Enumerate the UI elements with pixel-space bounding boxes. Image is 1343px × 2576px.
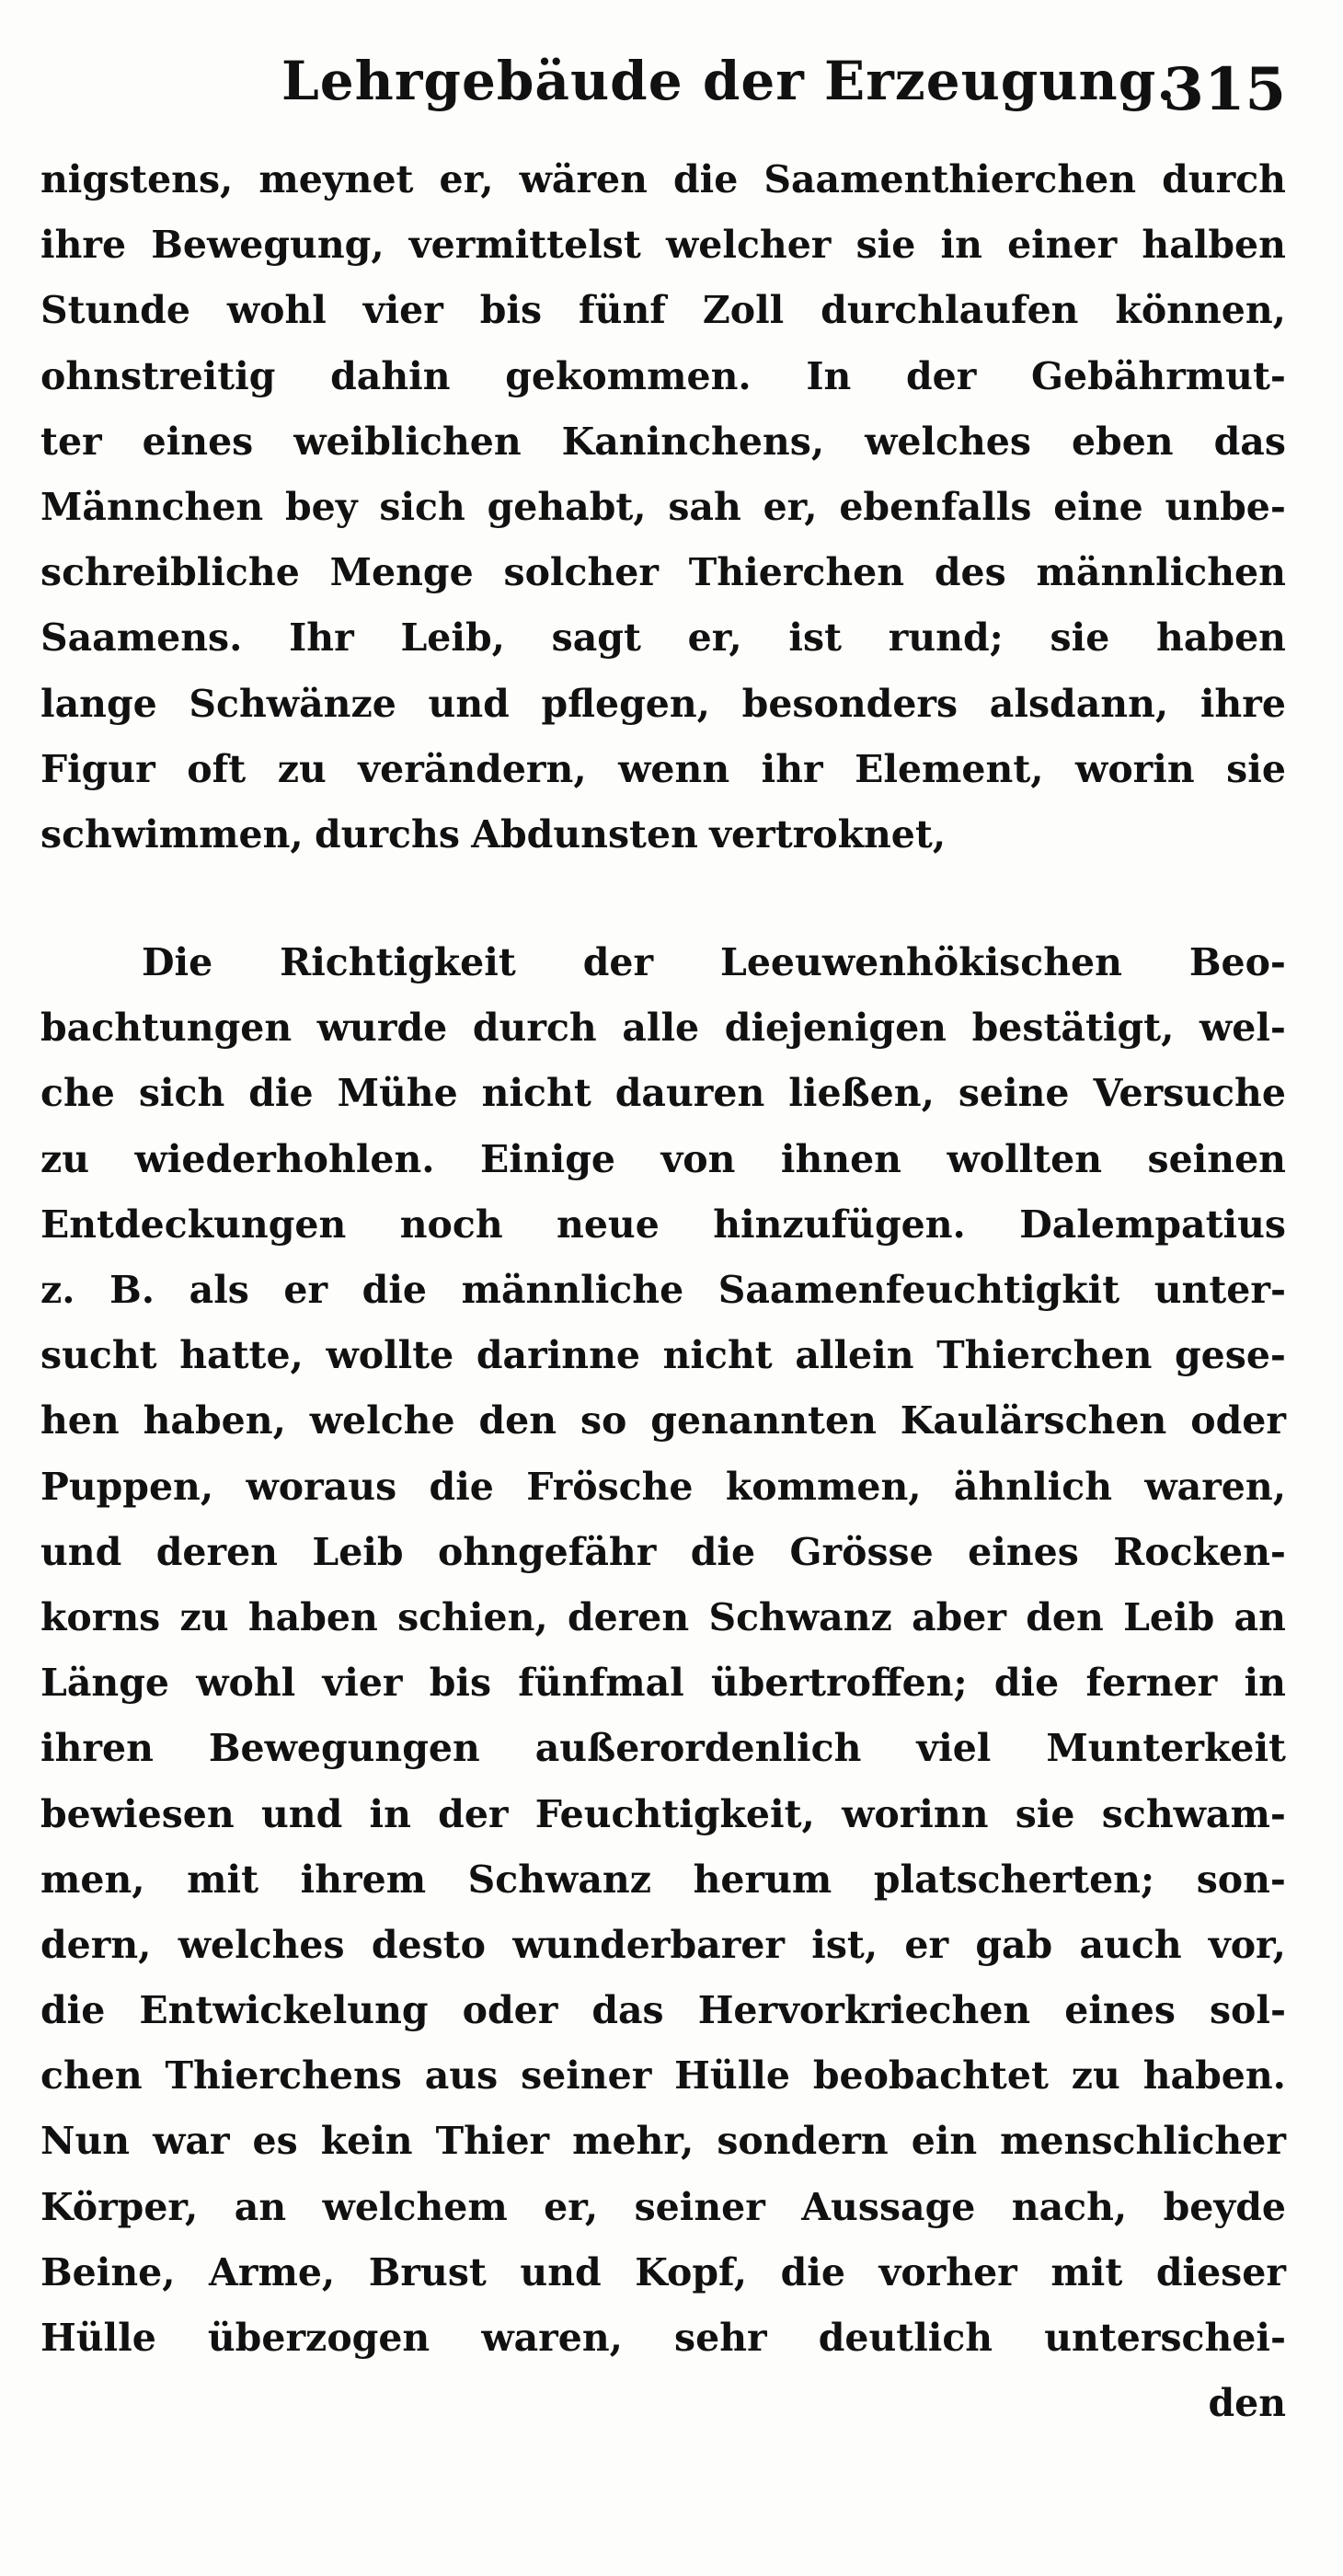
word: z.: [40, 1268, 75, 1312]
word: che: [40, 1071, 115, 1116]
word: an: [234, 2184, 287, 2229]
word: ebenfalls: [839, 484, 1032, 529]
word: oder: [1190, 1398, 1286, 1443]
word: meynet: [258, 157, 414, 201]
word: Stunde: [40, 288, 190, 333]
word: überzogen: [207, 2316, 430, 2360]
word: unbe-: [1165, 484, 1286, 529]
text-line: [40, 1585, 1286, 1650]
word: Mühe: [337, 1071, 458, 1116]
word: welches: [865, 419, 1031, 464]
word: platscherten;: [873, 1857, 1155, 1902]
word: wiederhohlen.: [134, 1136, 435, 1181]
word: auch: [1079, 1922, 1182, 1967]
word: mehr,: [572, 2119, 694, 2164]
word: korns: [40, 1594, 161, 1639]
word: Die: [142, 940, 213, 985]
word: hinzufügen.: [713, 1202, 966, 1247]
word: wollte: [326, 1333, 454, 1378]
word: der: [582, 940, 654, 985]
word: alsdann,: [989, 681, 1169, 726]
word: Ihr: [289, 615, 354, 661]
word: vier: [362, 288, 443, 333]
text-line: [40, 802, 1286, 868]
text-line: [40, 1913, 1286, 1978]
word: sie: [1050, 615, 1110, 661]
word: Element,: [855, 746, 1044, 791]
word: ihre: [1200, 681, 1286, 726]
word: Hülle: [40, 2316, 156, 2360]
word: und: [520, 2249, 602, 2294]
text-line: [40, 605, 1286, 671]
word: den: [478, 1398, 557, 1443]
word: ter: [40, 419, 102, 464]
word: oder: [462, 1988, 558, 2033]
catchword-line: [40, 2371, 1286, 2436]
word: gese-: [1175, 1333, 1286, 1378]
word: seiner: [521, 2053, 652, 2099]
word: nicht: [481, 1071, 591, 1116]
word: wel-: [1199, 1006, 1286, 1051]
word: Leib,: [400, 615, 505, 661]
word: die: [672, 157, 739, 201]
text-line: [40, 930, 1286, 995]
word: eines: [968, 1529, 1079, 1574]
word: an: [1234, 1594, 1286, 1639]
word: wohl: [196, 1661, 296, 1706]
word: Abdunsten: [471, 811, 698, 857]
word: Saamenthierchen: [763, 157, 1137, 201]
word: Versuche: [1093, 1071, 1286, 1116]
word: haben: [247, 1594, 378, 1639]
word: seiner: [634, 2184, 765, 2229]
word: menschlicher: [1000, 2119, 1286, 2164]
word: dern,: [40, 1922, 152, 1967]
word: einer: [1007, 223, 1118, 268]
word: der: [438, 1791, 509, 1836]
word: und: [428, 681, 510, 726]
word: sol-: [1209, 1988, 1286, 2033]
word: sah: [668, 484, 741, 529]
text-line: [40, 147, 1286, 213]
word: bachtungen: [40, 1006, 293, 1051]
text-line: [40, 1127, 1286, 1192]
word: Schwanz: [708, 1594, 892, 1639]
word: gab: [975, 1922, 1053, 1967]
text-line: [40, 1847, 1286, 1913]
word: Hülle: [674, 2053, 790, 2099]
word: Einige: [480, 1136, 615, 1181]
word: Menge: [329, 550, 474, 595]
word: Nun: [40, 2119, 131, 2164]
word: welches: [178, 1922, 345, 1967]
word: Leeuwenhökischen: [720, 940, 1122, 985]
word: Feuchtigkeit,: [534, 1791, 815, 1836]
word: Figur: [40, 746, 155, 791]
word: Körper,: [40, 2184, 199, 2229]
word: chen: [40, 2053, 143, 2099]
word: weiblichen: [293, 419, 522, 464]
word: fünf: [579, 288, 666, 333]
word: der: [906, 353, 977, 398]
word: außerordenlich: [534, 1726, 862, 1771]
word: durch: [472, 1006, 597, 1051]
page-header: [40, 37, 1286, 147]
word: kommen,: [725, 1464, 922, 1509]
word: schreibliche: [40, 550, 300, 595]
word: desto: [371, 1922, 486, 1967]
running-title: Lehrgebäude der Erzeugung.: [281, 50, 1177, 112]
word: durchlaufen: [821, 288, 1079, 333]
word: vermittelst: [408, 223, 641, 268]
text-line: [40, 1323, 1286, 1388]
word: männliche: [461, 1268, 684, 1312]
page-number: 315: [1163, 55, 1286, 124]
word: Bewegung,: [151, 223, 385, 268]
word: bis: [429, 1661, 492, 1706]
word: solcher: [503, 550, 659, 595]
text-line: [40, 213, 1286, 278]
word: ohngefähr: [437, 1529, 657, 1574]
word: in: [1244, 1661, 1286, 1706]
word: Puppen,: [40, 1464, 214, 1509]
word: men,: [40, 1857, 145, 1902]
word: hatte,: [179, 1333, 304, 1378]
word: zu: [40, 1136, 90, 1181]
word: Kaulärschen: [900, 1398, 1167, 1443]
word: bestätigt,: [971, 1006, 1175, 1051]
word: aus: [424, 2053, 499, 2099]
text-line: [40, 995, 1286, 1061]
word: und: [260, 1791, 343, 1836]
word: sich: [138, 1071, 225, 1116]
word: Grösse: [789, 1529, 934, 1574]
word: welche: [309, 1398, 455, 1443]
word: Arme,: [209, 2249, 336, 2294]
word: wohl: [226, 288, 327, 333]
text-line: [40, 672, 1286, 737]
word: Leib: [1123, 1594, 1215, 1639]
text-line: [40, 1258, 1286, 1323]
word: dauren: [614, 1071, 765, 1116]
word: ferner: [1085, 1661, 1218, 1706]
word: schien,: [397, 1594, 548, 1639]
word: vor,: [1208, 1922, 1286, 1967]
word: aber: [912, 1594, 1006, 1639]
text-line: [40, 2043, 1286, 2109]
word: schwimmen,: [40, 811, 304, 857]
word: deutlich: [818, 2316, 993, 2360]
word: worinn: [842, 1791, 989, 1836]
text-line: [40, 1782, 1286, 1847]
word: sehr: [674, 2316, 767, 2360]
word: In: [806, 353, 852, 398]
text-line: [40, 1061, 1286, 1126]
word: haben.: [1142, 2053, 1286, 2099]
word: bewiesen: [40, 1791, 235, 1836]
word: dieser: [1155, 2249, 1286, 2294]
word: er,: [687, 615, 742, 661]
text-line: [40, 2109, 1286, 2174]
text-line: [40, 2175, 1286, 2240]
word: den: [1026, 1594, 1104, 1639]
word: die: [362, 1268, 428, 1312]
word: waren,: [481, 2316, 623, 2360]
word: Brust: [368, 2249, 487, 2294]
word: Entdeckungen: [40, 1202, 347, 1247]
word: ihr: [761, 746, 823, 791]
text-line: [40, 1716, 1286, 1781]
word: viel: [916, 1726, 992, 1771]
word: Bewegungen: [208, 1726, 480, 1771]
word: Beine,: [40, 2249, 176, 2294]
word: nach,: [1011, 2184, 1128, 2229]
word: wenn: [618, 746, 730, 791]
word: die: [429, 1464, 494, 1509]
word: eine: [1053, 484, 1143, 529]
text-line: [40, 1650, 1286, 1716]
word: vertroknet,: [709, 811, 947, 857]
word: Richtigkeit: [280, 940, 516, 985]
catchword: den: [1208, 2381, 1286, 2426]
word: sagt: [551, 615, 641, 661]
word: war: [153, 2119, 230, 2164]
word: halben: [1142, 223, 1286, 268]
word: er,: [544, 2184, 599, 2229]
word: rund;: [888, 615, 1004, 661]
text-line: [40, 475, 1286, 540]
word: welcher: [665, 223, 832, 268]
word: Hervorkriechen: [697, 1988, 1031, 2033]
word: zu: [1071, 2053, 1120, 2099]
word: darinne: [476, 1333, 641, 1378]
word: pflegen,: [541, 681, 710, 726]
word: Länge: [40, 1661, 169, 1706]
word: kein: [320, 2119, 413, 2164]
word: unterschei-: [1044, 2316, 1286, 2360]
word: haben: [1156, 615, 1286, 661]
word: Saamenfeuchtigkit: [717, 1268, 1120, 1312]
word: nicht: [662, 1333, 773, 1378]
word: die: [690, 1529, 756, 1574]
word: von: [660, 1136, 736, 1181]
word: wollten: [947, 1136, 1103, 1181]
word: sucht: [40, 1333, 157, 1378]
word: nigstens,: [40, 157, 234, 201]
word: Thierchen: [688, 550, 905, 595]
word: die: [248, 1071, 314, 1116]
word: vorher: [878, 2249, 1017, 2294]
word: worin: [1075, 746, 1195, 791]
word: bis: [479, 288, 543, 333]
word: ähnlich: [953, 1464, 1112, 1509]
word: alle: [622, 1006, 700, 1051]
word: er: [904, 1922, 949, 1967]
word: ohnstreitig: [40, 353, 276, 398]
word: allein: [795, 1333, 914, 1378]
text-line: [40, 737, 1286, 802]
word: es: [252, 2119, 298, 2164]
word: ihre: [40, 223, 127, 268]
word: Kaninchens,: [561, 419, 825, 464]
word: ist,: [811, 1922, 878, 1967]
word: deren: [155, 1529, 278, 1574]
text-line: [40, 2306, 1286, 2371]
word: beyde: [1163, 2184, 1286, 2229]
word: sondern: [717, 2119, 889, 2164]
word: woraus: [246, 1464, 397, 1509]
word: eines: [1064, 1988, 1176, 2033]
word: er: [283, 1268, 328, 1312]
word: Thierchens: [165, 2053, 402, 2099]
word: haben,: [143, 1398, 286, 1443]
text-line: [40, 344, 1286, 409]
word: Zoll: [702, 288, 785, 333]
word: sie: [1226, 746, 1286, 791]
word: Frösche: [526, 1464, 694, 1509]
word: oft: [187, 746, 247, 791]
word: gekommen.: [505, 353, 752, 398]
text-line: [40, 2240, 1286, 2306]
word: vier: [322, 1661, 403, 1706]
word: durch: [1162, 157, 1286, 201]
word: das: [591, 1988, 664, 2033]
word: so: [580, 1398, 627, 1443]
word: Rocken-: [1113, 1529, 1286, 1574]
word: und: [40, 1529, 122, 1574]
word: Leib: [312, 1529, 404, 1574]
word: neue: [557, 1202, 660, 1247]
word: mit: [1050, 2249, 1123, 2294]
word: können,: [1115, 288, 1286, 333]
word: seine: [958, 1071, 1070, 1116]
text-line: [40, 1455, 1286, 1520]
word: wurde: [316, 1006, 448, 1051]
word: ist: [788, 615, 843, 661]
word: Männchen: [40, 484, 264, 529]
word: wären: [519, 157, 648, 201]
paragraph-2: [40, 930, 1286, 2371]
word: deren: [567, 1594, 690, 1639]
word: Kopf,: [635, 2249, 748, 2294]
word: Entwickelung: [139, 1988, 429, 2033]
word: waren,: [1144, 1464, 1286, 1509]
word: männlichen: [1036, 550, 1286, 595]
word: noch: [399, 1202, 503, 1247]
word: sie: [855, 223, 916, 268]
word: sie: [1015, 1791, 1075, 1836]
word: übertroffen;: [710, 1661, 968, 1706]
word: als: [189, 1268, 249, 1312]
word: sich: [379, 484, 465, 529]
word: das: [1213, 419, 1286, 464]
word: lange: [40, 681, 157, 726]
word: besonders: [741, 681, 958, 726]
word: wunderbarer: [512, 1922, 786, 1967]
paragraph-1: [40, 147, 1286, 868]
text-line: [40, 1978, 1286, 2043]
word: beobachtet: [812, 2053, 1049, 2099]
word: Beo-: [1188, 940, 1286, 985]
word: diejenigen: [724, 1006, 947, 1051]
word: Schwanz: [467, 1857, 651, 1902]
word: eines: [142, 419, 254, 464]
paragraph-gap: [40, 868, 1286, 930]
word: durchs: [314, 811, 460, 857]
word: er,: [439, 157, 494, 201]
word: gehabt,: [487, 484, 647, 529]
word: Schwänze: [189, 681, 396, 726]
word: B.: [109, 1268, 155, 1312]
text-line: [40, 1388, 1286, 1454]
word: mit: [187, 1857, 259, 1902]
word: dahin: [330, 353, 451, 398]
word: fünfmal: [518, 1661, 684, 1706]
text-line: [40, 278, 1286, 343]
word: genannten: [650, 1398, 877, 1443]
word: ließen,: [788, 1071, 935, 1116]
word: Saamens.: [40, 615, 243, 661]
word: Aussage: [801, 2184, 976, 2229]
word: herum: [693, 1857, 832, 1902]
word: zu: [179, 1594, 229, 1639]
word: ihrem: [300, 1857, 427, 1902]
word: ihren: [40, 1726, 154, 1771]
text-line: [40, 540, 1286, 605]
text-line: [40, 1520, 1286, 1585]
word: eben: [1071, 419, 1174, 464]
word: schwam-: [1101, 1791, 1286, 1836]
word: ihnen: [780, 1136, 901, 1181]
word: Dalempatius: [1019, 1202, 1286, 1247]
word: Gebährmut-: [1031, 353, 1286, 398]
word: verändern,: [358, 746, 587, 791]
body-text: [40, 147, 1286, 2436]
word: seinen: [1147, 1136, 1286, 1181]
word: hen: [40, 1398, 120, 1443]
word: unter-: [1154, 1268, 1286, 1312]
word: ein: [911, 2119, 978, 2164]
word: in: [369, 1791, 411, 1836]
word: die: [780, 2249, 845, 2294]
word: die: [993, 1661, 1060, 1706]
word: er,: [763, 484, 818, 529]
word: Thierchen: [936, 1333, 1153, 1378]
word: in: [940, 223, 982, 268]
word: Thier: [435, 2119, 550, 2164]
word: Munterkeit: [1046, 1726, 1286, 1771]
text-line: [40, 1192, 1286, 1258]
word: des: [934, 550, 1006, 595]
text-line: [40, 409, 1286, 475]
word: bey: [285, 484, 358, 529]
word: die: [40, 1988, 106, 2033]
word: zu: [277, 746, 327, 791]
word: welchem: [322, 2184, 508, 2229]
word: son-: [1196, 1857, 1286, 1902]
